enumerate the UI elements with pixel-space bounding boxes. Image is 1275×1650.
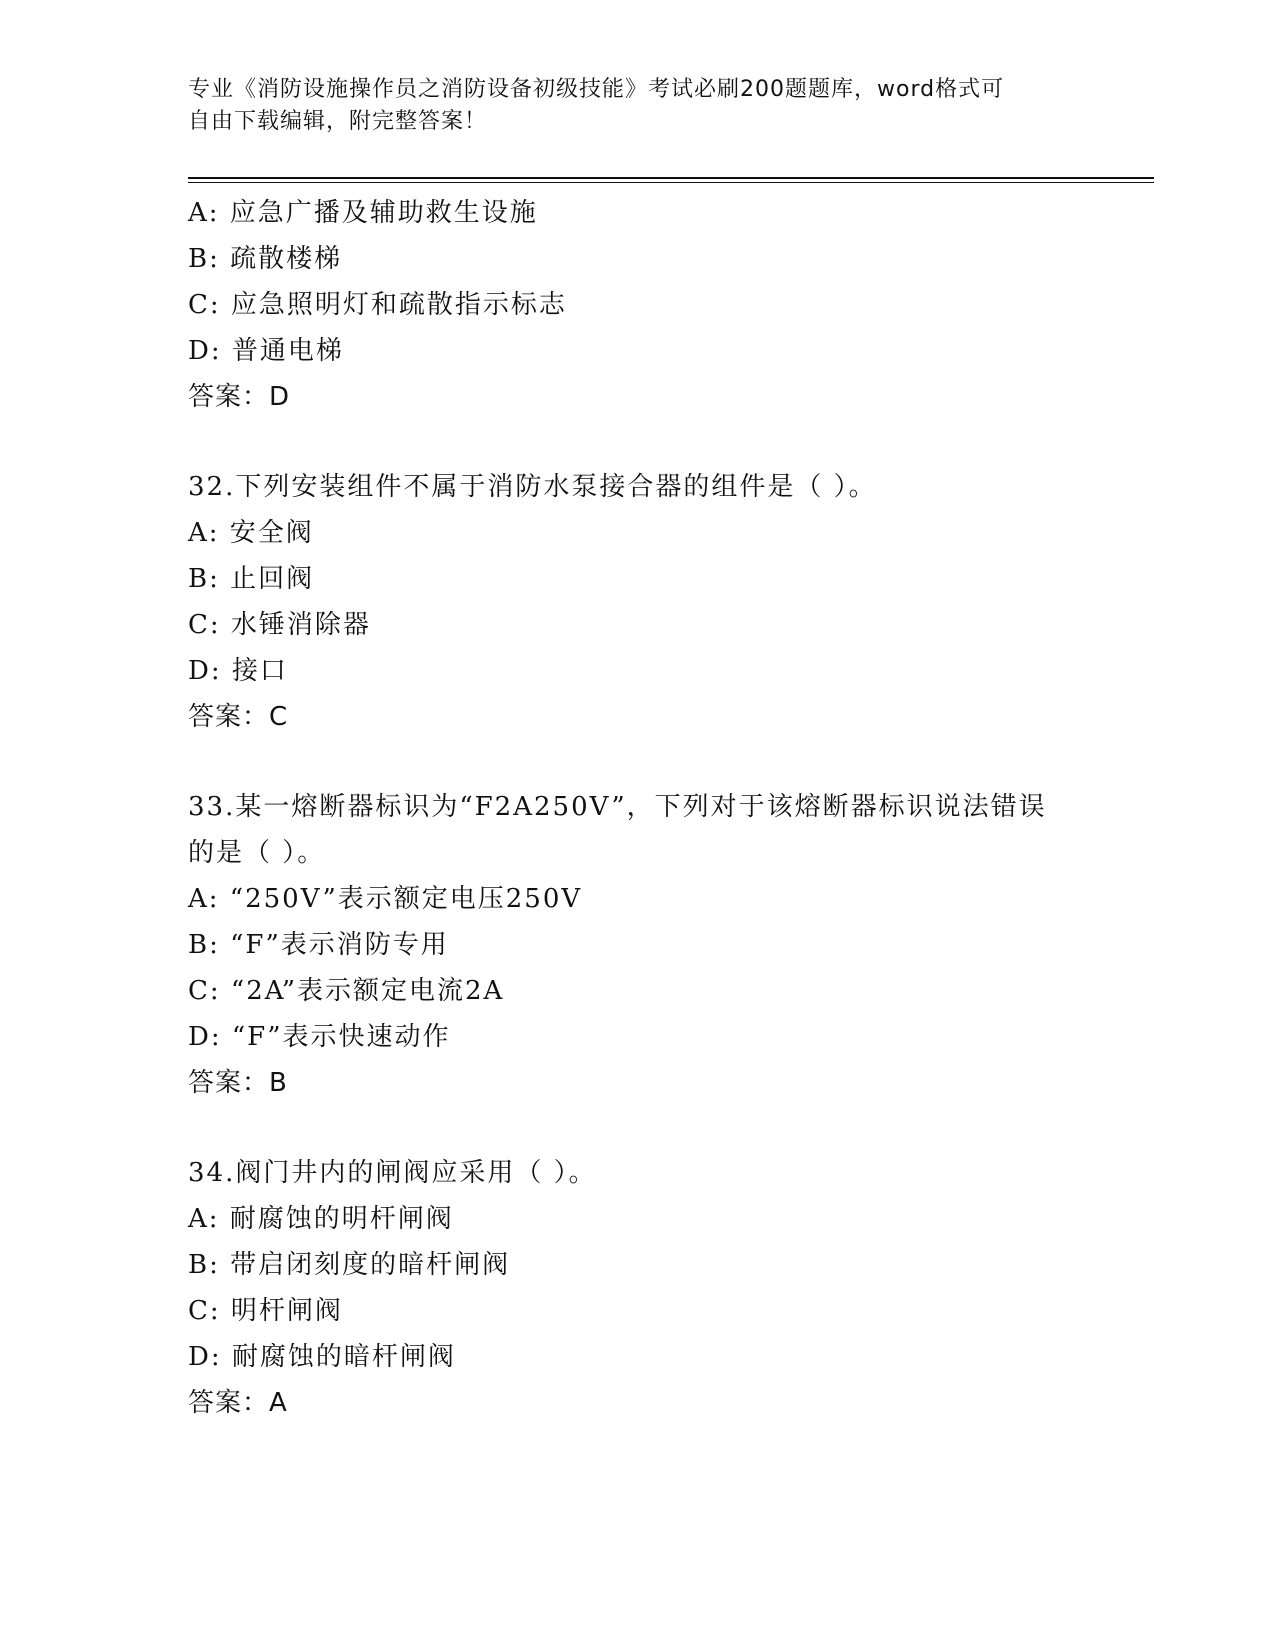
header-line-2: 自由下载编辑，附完整答案！ — [188, 109, 488, 134]
header-divider-thin — [188, 182, 1154, 183]
question-stem: 33.某一熔断器标识为“F2A250V”，下列对于该熔断器标识说法错误的是（ ）。 — [188, 792, 1047, 868]
question-block — [188, 464, 1088, 740]
question-block — [188, 1150, 1088, 1426]
answer-line: 答案：A — [188, 1388, 288, 1418]
question-list — [188, 190, 1088, 1426]
option-c: C: “2A”表示额定电流2A — [188, 976, 505, 1006]
question-stem: 32.下列安装组件不属于消防水泵接合器的组件是（ ）。 — [188, 472, 877, 502]
question-stem: 34.阀门井内的闸阀应采用（ ）。 — [188, 1158, 597, 1188]
option-d: D: 接口 — [188, 656, 288, 686]
document-header — [188, 74, 1088, 138]
option-c: C: 应急照明灯和疏散指示标志 — [188, 290, 567, 320]
option-b: B: “F”表示消防专用 — [188, 930, 449, 960]
question-block — [188, 190, 1088, 420]
answer-line: 答案：C — [188, 702, 289, 732]
option-c: C: 明杆闸阀 — [188, 1296, 343, 1326]
option-a: A: “250V”表示额定电压250V — [188, 884, 583, 914]
option-c: C: 水锤消除器 — [188, 610, 371, 640]
answer-line: 答案：D — [188, 382, 291, 412]
header-line-1: 专业《消防设施操作员之消防设备初级技能》考试必刷200题题库，word格式可 — [188, 77, 1005, 102]
option-a: A: 耐腐蚀的明杆闸阀 — [188, 1204, 454, 1234]
option-b: B: 带启闭刻度的暗杆闸阀 — [188, 1250, 511, 1280]
option-b: B: 止回阀 — [188, 564, 315, 594]
option-d: D: 普通电梯 — [188, 336, 344, 366]
answer-line: 答案：B — [188, 1068, 288, 1098]
option-b: B: 疏散楼梯 — [188, 244, 343, 274]
option-d: D: 耐腐蚀的暗杆闸阀 — [188, 1342, 456, 1372]
header-divider-thick — [188, 177, 1154, 179]
option-a: A: 应急广播及辅助救生设施 — [188, 198, 538, 228]
question-block — [188, 784, 1088, 1106]
option-a: A: 安全阀 — [188, 518, 314, 548]
option-d: D: “F”表示快速动作 — [188, 1022, 451, 1052]
